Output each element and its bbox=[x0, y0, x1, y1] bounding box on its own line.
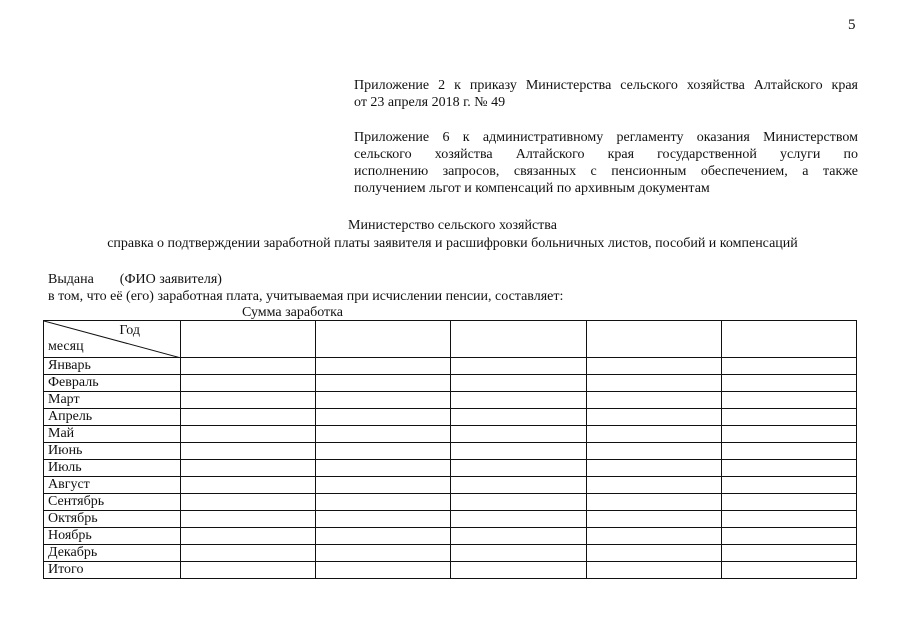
certificate-title: справка о подтверждении заработной платы заявителя и расшифровки больничных листов, пособий и компенсаций bbox=[107, 236, 798, 251]
earnings-cell[interactable] bbox=[451, 392, 586, 409]
earnings-cell[interactable] bbox=[316, 562, 451, 579]
annex-regulation-line: сельского хозяйства Алтайского края государственной услуги по bbox=[354, 147, 858, 162]
table-row bbox=[44, 375, 857, 392]
month-label: Январь bbox=[44, 358, 181, 375]
table-header-row bbox=[44, 321, 857, 358]
annex-order-line: Приложение 2 к приказу Министерства сельского хозяйства Алтайского края bbox=[354, 78, 858, 93]
earnings-cell[interactable] bbox=[586, 511, 721, 528]
month-label: Октябрь bbox=[44, 511, 181, 528]
year-column-cell[interactable] bbox=[586, 321, 721, 358]
earnings-cell[interactable] bbox=[181, 494, 316, 511]
table-row bbox=[44, 460, 857, 477]
year-column-cell[interactable] bbox=[316, 321, 451, 358]
month-label: Апрель bbox=[44, 409, 181, 426]
earnings-cell[interactable] bbox=[316, 511, 451, 528]
annex-order-line: от 23 апреля 2018 г. № 49 bbox=[354, 95, 506, 110]
earnings-cell[interactable] bbox=[316, 460, 451, 477]
annex-regulation-reference bbox=[354, 129, 858, 197]
earnings-cell[interactable] bbox=[316, 426, 451, 443]
annex-regulation-line: получением льгот и компенсаций по архивным документам bbox=[354, 181, 710, 196]
earnings-cell[interactable] bbox=[721, 528, 856, 545]
earnings-cell[interactable] bbox=[181, 392, 316, 409]
earnings-cell[interactable] bbox=[316, 375, 451, 392]
earnings-cell[interactable] bbox=[586, 477, 721, 494]
earnings-cell[interactable] bbox=[586, 545, 721, 562]
earnings-cell[interactable] bbox=[316, 545, 451, 562]
earnings-cell[interactable] bbox=[181, 443, 316, 460]
table-row bbox=[44, 545, 857, 562]
earnings-cell[interactable] bbox=[586, 562, 721, 579]
table-row bbox=[44, 443, 857, 460]
earnings-cell[interactable] bbox=[721, 392, 856, 409]
earnings-cell[interactable] bbox=[451, 528, 586, 545]
earnings-cell[interactable] bbox=[586, 358, 721, 375]
earnings-cell[interactable] bbox=[451, 460, 586, 477]
earnings-cell[interactable] bbox=[451, 358, 586, 375]
earnings-cell[interactable] bbox=[721, 426, 856, 443]
earnings-cell[interactable] bbox=[451, 494, 586, 511]
month-label: Март bbox=[44, 392, 181, 409]
earnings-cell[interactable] bbox=[181, 528, 316, 545]
corner-month-label: месяц bbox=[48, 339, 84, 354]
earnings-cell[interactable] bbox=[721, 460, 856, 477]
month-label: Февраль bbox=[44, 375, 181, 392]
annex-regulation-line: исполнению запросов, связанных с пенсионным обеспечением, а также bbox=[354, 164, 858, 179]
earnings-cell[interactable] bbox=[721, 494, 856, 511]
annex-regulation-line: Приложение 6 к административному регламенту оказания Министерством bbox=[354, 130, 858, 145]
table-row bbox=[44, 528, 857, 545]
earnings-cell[interactable] bbox=[316, 392, 451, 409]
earnings-cell[interactable] bbox=[721, 545, 856, 562]
table-row bbox=[44, 477, 857, 494]
sum-caption: Сумма заработка bbox=[242, 305, 343, 320]
earnings-cell[interactable] bbox=[181, 477, 316, 494]
earnings-cell[interactable] bbox=[721, 511, 856, 528]
issued-line bbox=[48, 271, 222, 288]
earnings-cell[interactable] bbox=[451, 375, 586, 392]
earnings-cell[interactable] bbox=[586, 443, 721, 460]
earnings-cell[interactable] bbox=[316, 443, 451, 460]
issued-label: Выдана bbox=[48, 272, 94, 287]
month-label: Сентябрь bbox=[44, 494, 181, 511]
earnings-cell[interactable] bbox=[451, 562, 586, 579]
issued-fio-placeholder: (ФИО заявителя) bbox=[119, 272, 222, 287]
earnings-cell[interactable] bbox=[316, 494, 451, 511]
corner-year-label: Год bbox=[119, 323, 140, 338]
earnings-cell[interactable] bbox=[721, 477, 856, 494]
earnings-table bbox=[43, 320, 857, 579]
earnings-cell[interactable] bbox=[316, 528, 451, 545]
table-row bbox=[44, 426, 857, 443]
earnings-cell[interactable] bbox=[181, 426, 316, 443]
month-label: Июль bbox=[44, 460, 181, 477]
earnings-cell[interactable] bbox=[451, 511, 586, 528]
earnings-cell[interactable] bbox=[721, 443, 856, 460]
earnings-cell[interactable] bbox=[181, 460, 316, 477]
earnings-cell[interactable] bbox=[721, 358, 856, 375]
month-label: Июнь bbox=[44, 443, 181, 460]
month-label: Май bbox=[44, 426, 181, 443]
earnings-cell[interactable] bbox=[451, 426, 586, 443]
month-label: Декабрь bbox=[44, 545, 181, 562]
earnings-cell[interactable] bbox=[181, 562, 316, 579]
earnings-cell[interactable] bbox=[586, 528, 721, 545]
page-number: 5 bbox=[848, 17, 856, 33]
statement-text: в том, что её (его) заработная плата, учитываемая при исчислении пенсии, составляет: bbox=[48, 289, 564, 304]
earnings-cell[interactable] bbox=[181, 358, 316, 375]
table-row bbox=[44, 494, 857, 511]
table-row bbox=[44, 392, 857, 409]
earnings-cell[interactable] bbox=[586, 375, 721, 392]
earnings-cell[interactable] bbox=[586, 426, 721, 443]
earnings-cell[interactable] bbox=[316, 477, 451, 494]
earnings-cell[interactable] bbox=[451, 443, 586, 460]
table-row bbox=[44, 562, 857, 579]
earnings-cell[interactable] bbox=[181, 375, 316, 392]
month-rows bbox=[44, 358, 857, 579]
earnings-cell[interactable] bbox=[586, 409, 721, 426]
earnings-cell[interactable] bbox=[721, 562, 856, 579]
earnings-cell[interactable] bbox=[451, 409, 586, 426]
earnings-cell[interactable] bbox=[181, 409, 316, 426]
year-column-cell[interactable] bbox=[181, 321, 316, 358]
table-row bbox=[44, 409, 857, 426]
earnings-cell[interactable] bbox=[181, 545, 316, 562]
earnings-cell[interactable] bbox=[451, 545, 586, 562]
earnings-cell[interactable] bbox=[316, 409, 451, 426]
table-row bbox=[44, 358, 857, 375]
earnings-cell[interactable] bbox=[316, 358, 451, 375]
month-label: Ноябрь bbox=[44, 528, 181, 545]
earnings-cell[interactable] bbox=[721, 375, 856, 392]
month-label: Август bbox=[44, 477, 181, 494]
earnings-cell[interactable] bbox=[586, 494, 721, 511]
annex-order-reference bbox=[354, 77, 858, 111]
year-column-cell[interactable] bbox=[721, 321, 856, 358]
year-column-cell[interactable] bbox=[451, 321, 586, 358]
table-row bbox=[44, 511, 857, 528]
corner-cell bbox=[44, 321, 181, 358]
month-label: Итого bbox=[44, 562, 181, 579]
earnings-cell[interactable] bbox=[586, 392, 721, 409]
earnings-cell[interactable] bbox=[721, 409, 856, 426]
earnings-cell[interactable] bbox=[181, 511, 316, 528]
earnings-cell[interactable] bbox=[451, 477, 586, 494]
ministry-title: Министерство сельского хозяйства bbox=[348, 218, 557, 233]
earnings-cell[interactable] bbox=[586, 460, 721, 477]
